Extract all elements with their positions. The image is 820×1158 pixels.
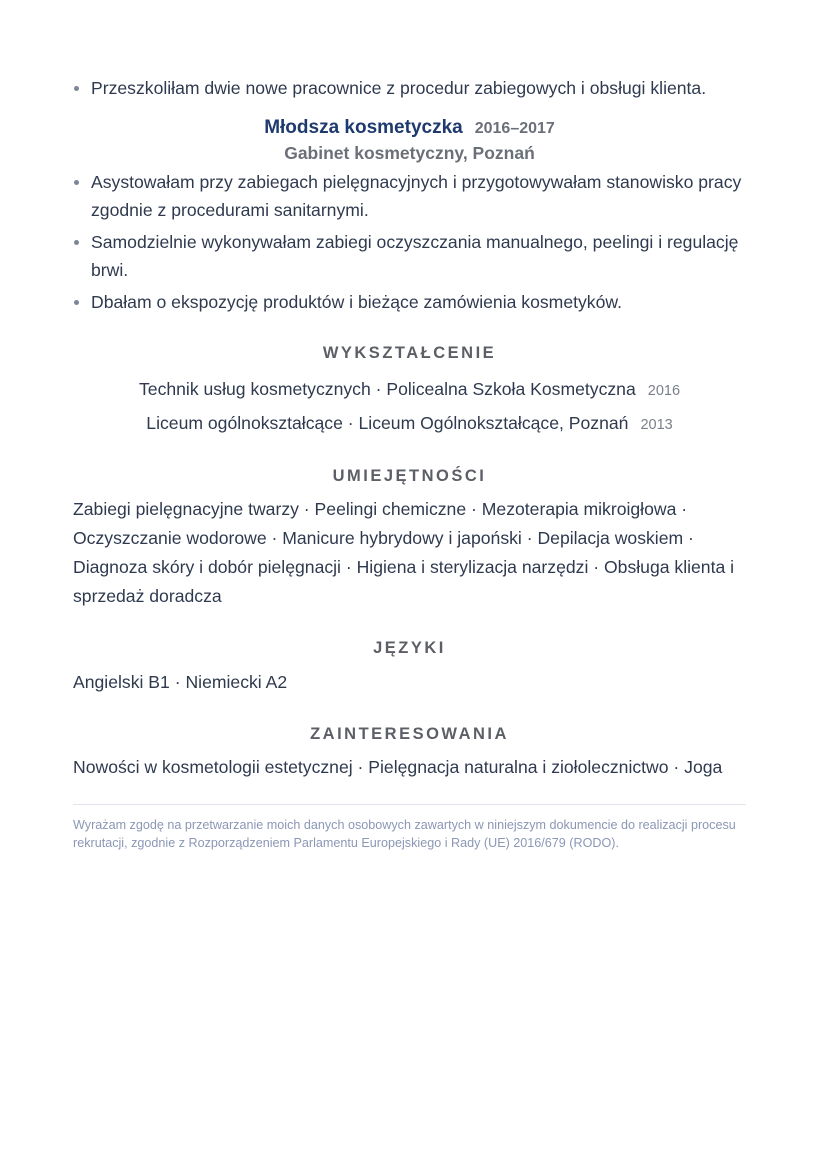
section-title-education: WYKSZTAŁCENIE	[322, 344, 497, 362]
job-header	[73, 116, 746, 165]
divider	[73, 804, 746, 805]
previous-job-bullets	[73, 74, 746, 103]
education-year: 2013	[640, 417, 673, 433]
education-item	[73, 407, 746, 441]
bullet-item: Samodzielnie wykonywałam zabiegi oczyszczania manualnego, peelingi i regulację brwi.	[73, 228, 746, 285]
education-item	[73, 373, 746, 407]
section-title-skills: UMIEJĘTNOŚCI	[332, 467, 487, 485]
languages-text: Angielski B1 · Niemiecki A2	[73, 672, 288, 692]
job-bullets	[73, 168, 746, 317]
interests-text: Nowości w kosmetologii estetycznej · Pielęgnacja naturalna i ziołolecznictwo · Joga	[73, 757, 723, 777]
section-title-languages: JĘZYKI	[373, 639, 446, 657]
bullet-item: Asystowałam przy zabiegach pielęgnacyjnych i przygotowywałam stanowisko pracy zgodnie z procedurami sanitarnymi.	[73, 168, 746, 225]
bullet-item: Dbałam o ekspozycję produktów i bieżące zamówienia kosmetyków.	[73, 288, 746, 317]
job-company: Gabinet kosmetyczny, Poznań	[284, 142, 535, 163]
consent-clause: Wyrażam zgodę na przetwarzanie moich danych osobowych zawartych w niniejszym dokumencie do realizacji procesu rekrutacji, zgodnie z Rozporządzeniem Parlamentu Europejskiego i Rady (UE) 2016/679 (RODO).	[73, 818, 736, 850]
job-years: 2016–2017	[474, 119, 555, 137]
education-year: 2016	[647, 383, 681, 399]
education-list	[73, 373, 746, 441]
bullet-item: Przeszkoliłam dwie nowe pracownice z procedur zabiegowych i obsługi klienta.	[73, 74, 746, 103]
section-title-interests: ZAINTERESOWANIA	[310, 725, 509, 743]
skills-text: Zabiegi pielęgnacyjne twarzy · Peelingi chemiczne · Mezoterapia mikroigłowa · Oczyszczanie wodorowe · Manicure hybrydowy i japoński · Depilacja woskiem · Diagnoza skóry i dobór pielęgnacji · Higiena i sterylizacja narzędzi · Obsługa klienta i sprzedaż doradcza	[73, 499, 735, 606]
education-text: Liceum ogólnokształcące · Liceum Ogólnokształcące, Poznań	[146, 413, 629, 433]
job-title: Młodsza kosmetyczka	[264, 116, 463, 138]
education-text: Technik usług kosmetycznych · Policealna Szkoła Kosmetyczna	[138, 379, 636, 399]
